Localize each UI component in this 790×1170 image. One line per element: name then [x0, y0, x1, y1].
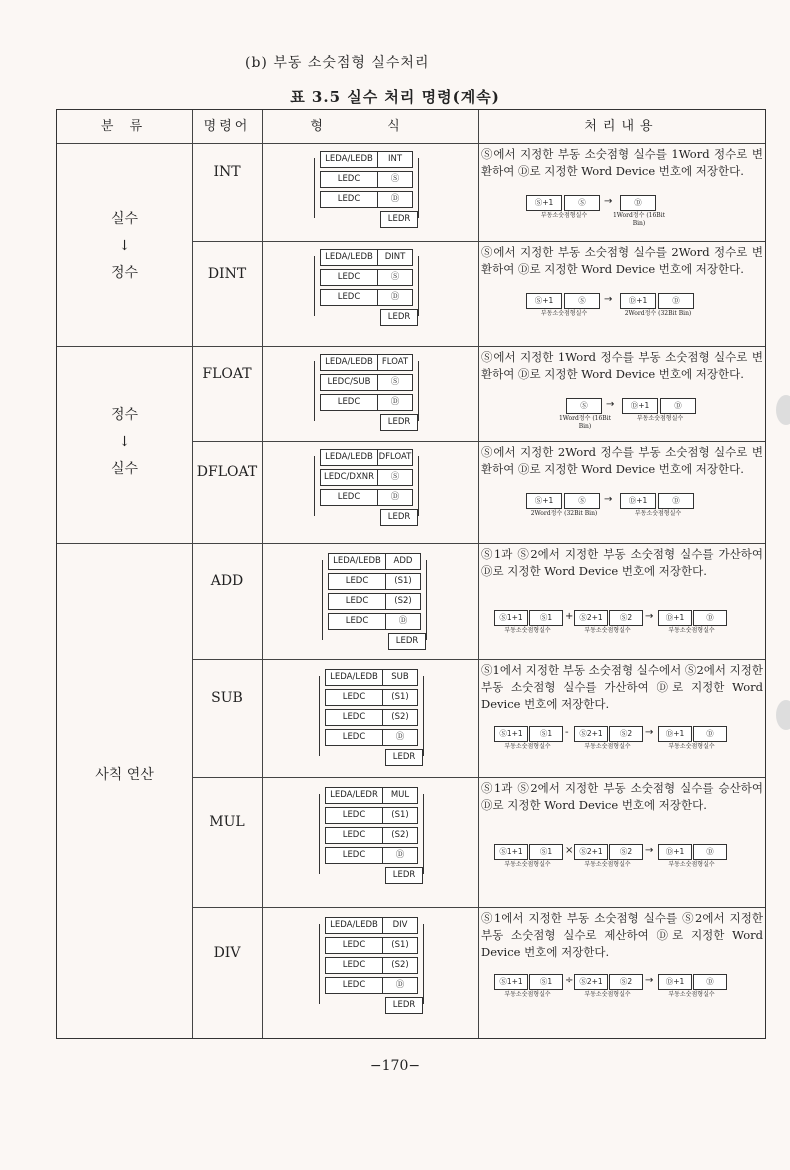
ladder-operand: (S2): [382, 958, 417, 973]
register-box: Ⓢ2: [609, 726, 643, 742]
register-box: Ⓢ+1: [526, 293, 562, 309]
ladder-operand: Ⓓ: [382, 730, 417, 745]
ladder-rail: [319, 794, 320, 874]
register-box: Ⓢ: [564, 195, 600, 211]
ladder-instruction: [328, 593, 421, 610]
data-flow-diagram: [481, 726, 763, 766]
ladder-operand: ADD: [385, 554, 420, 569]
register-box: Ⓓ: [693, 726, 727, 742]
diagram-caption: 부동소숫점형실수: [584, 743, 631, 750]
ladder-mnemonic: LEDC: [337, 492, 361, 502]
ladder-mnemonic: LEDC: [342, 692, 366, 702]
category-line: 정수: [110, 265, 139, 281]
register-box: Ⓢ1+1: [494, 844, 528, 860]
ladder-rail: [314, 361, 315, 421]
ladder-rail: [314, 158, 315, 218]
ladder-instruction: [325, 977, 418, 994]
arrow-icon: →: [604, 294, 613, 305]
ladder-diagram: [319, 787, 429, 887]
ladder-rail: [314, 256, 315, 316]
row-divider: [192, 441, 765, 442]
ladder-mnemonic: LEDC: [342, 960, 366, 970]
ladder-end-label: LEDR: [395, 636, 419, 646]
diagram-caption: 부동소숫점형실수: [668, 991, 715, 998]
data-flow-diagram: [481, 195, 763, 235]
ladder-end-label: LEDR: [392, 752, 416, 762]
ladder-mnemonic: LEDC: [342, 810, 366, 820]
ladder-mnemonic: LEDC: [337, 397, 361, 407]
ladder-operand: INT: [377, 152, 412, 167]
ladder-instruction: [380, 211, 418, 228]
page-number: −170−: [369, 1058, 421, 1074]
ladder-operand: Ⓓ: [377, 290, 412, 305]
ladder-mnemonic: LEDC/DXNR: [323, 472, 375, 482]
ladder-instruction: [320, 489, 413, 506]
row-divider: [192, 241, 765, 242]
ladder-instruction: [325, 787, 418, 804]
ladder-mnemonic: LEDC: [342, 712, 366, 722]
data-flow-diagram: [481, 974, 763, 1014]
ladder-operand: Ⓓ: [382, 848, 417, 863]
ladder-instruction: [328, 573, 421, 590]
ladder-mnemonic: LEDC: [342, 732, 366, 742]
instruction-description: Ⓢ1에서 지정한 부동 소숫점형 실수에서 Ⓢ2에서 지정한 부동 소숫점형 실수를 가산하여 Ⓓ로 지정한 Word Device 번호에 저장한다.: [481, 663, 763, 711]
ladder-instruction: [320, 449, 413, 466]
instruction-description: Ⓢ에서 지정한 2Word 정수를 부동 소숫점형 실수로 변환하여 Ⓓ로 지정한 Word Device 번호에 저장한다.: [481, 445, 763, 476]
ladder-diagram: [319, 669, 429, 769]
ladder-instruction: [320, 249, 413, 266]
instruction-description: Ⓢ1에서 지정한 부동 소숫점형 실수를 Ⓢ2에서 지정한 부동 소숫점형 실수로 제산하여 Ⓓ로 지정한 Word Device 번호에 저장한다.: [481, 911, 763, 959]
ladder-instruction: [320, 374, 413, 391]
ladder-instruction: [385, 749, 423, 766]
data-flow-diagram: [481, 398, 763, 438]
arrow-icon: →: [645, 975, 654, 986]
header-form: 형 식: [310, 119, 430, 134]
ladder-mnemonic: LEDC: [342, 850, 366, 860]
ladder-instruction: [325, 729, 418, 746]
ladder-diagram: [314, 249, 424, 329]
header-content: 처리내용: [584, 119, 659, 134]
register-box: Ⓢ1+1: [494, 974, 528, 990]
data-flow-diagram: [481, 610, 763, 650]
register-box: Ⓢ+1: [526, 493, 562, 509]
ladder-instruction: [328, 613, 421, 630]
ladder-instruction: [325, 847, 418, 864]
ladder-mnemonic: LEDA/LEDB: [325, 154, 373, 164]
ladder-instruction: [325, 827, 418, 844]
diagram-caption: 부동소숫점형실수: [504, 743, 551, 750]
ladder-rail: [418, 361, 419, 421]
command-name: DIV: [213, 944, 241, 961]
ladder-mnemonic: LEDC: [345, 596, 369, 606]
register-box: Ⓢ2: [609, 610, 643, 626]
down-arrow-icon: ↓: [118, 238, 131, 254]
col-divider: [262, 110, 263, 1038]
ladder-diagram: [314, 354, 424, 434]
ladder-instruction: [325, 957, 418, 974]
register-box: Ⓓ: [693, 844, 727, 860]
ladder-operand: Ⓓ: [377, 490, 412, 505]
ladder-operand: (S2): [382, 710, 417, 725]
ladder-instruction: [320, 354, 413, 371]
diagram-caption: 부동소숫점형실수: [540, 310, 588, 317]
register-box: Ⓓ+1: [620, 493, 656, 509]
ladder-instruction: [380, 509, 418, 526]
ladder-mnemonic: LEDC: [342, 940, 366, 950]
category-arithmetic: 사칙 연산: [95, 767, 154, 783]
register-box: Ⓓ+1: [658, 610, 692, 626]
table-title: 표 3.5 실수 처리 명령(계속): [290, 88, 500, 106]
punch-hole: [776, 395, 790, 425]
ladder-operand: Ⓢ: [377, 172, 412, 187]
command-name: MUL: [209, 814, 245, 830]
data-flow-diagram: [481, 844, 763, 884]
diagram-caption: 부동소숫점형실수: [668, 627, 715, 634]
ladder-end-label: LEDR: [392, 870, 416, 880]
ladder-operand: SUB: [382, 670, 417, 685]
diagram-caption: 1Word정수 (16Bit Bin): [558, 415, 612, 430]
ladder-operand: (S1): [382, 938, 417, 953]
diagram-caption: 부동소숫점형실수: [584, 991, 631, 998]
ladder-mnemonic: LEDC: [345, 576, 369, 586]
register-box: Ⓢ1: [529, 610, 563, 626]
punch-hole: [776, 700, 790, 730]
diagram-caption: 부동소숫점형실수: [668, 743, 715, 750]
diagram-caption: 부동소숫점형실수: [504, 627, 551, 634]
command-name: INT: [213, 164, 241, 180]
ladder-mnemonic: LEDA/LEDB: [325, 252, 373, 262]
ladder-rail: [418, 456, 419, 516]
instruction-table: [56, 109, 766, 1039]
arrow-icon: →: [645, 845, 654, 856]
category-line: 실수: [110, 461, 139, 477]
arrow-icon: →: [604, 494, 613, 505]
ladder-rail: [319, 924, 320, 1004]
ladder-rail: [319, 676, 320, 756]
ladder-instruction: [320, 394, 413, 411]
ladder-rail: [322, 560, 323, 640]
ladder-mnemonic: LEDA/LEDB: [330, 920, 378, 930]
row-divider: [192, 777, 765, 778]
register-box: Ⓓ: [620, 195, 656, 211]
ladder-operand: (S1): [382, 808, 417, 823]
ladder-instruction: [328, 553, 421, 570]
ladder-operand: Ⓓ: [385, 614, 420, 629]
register-box: Ⓢ1+1: [494, 726, 528, 742]
ladder-operand: (S2): [385, 594, 420, 609]
ladder-rail: [418, 158, 419, 218]
ladder-diagram: [314, 151, 424, 231]
register-box: Ⓢ2: [609, 974, 643, 990]
instruction-description: Ⓢ에서 지정한 부동 소숫점형 실수를 2Word 정수로 변환하여 Ⓓ로 지정한 Word Device 번호에 저장한다.: [481, 245, 763, 276]
register-box: Ⓓ+1: [622, 398, 658, 414]
ladder-mnemonic: LEDC: [337, 272, 361, 282]
register-box: Ⓓ: [660, 398, 696, 414]
category-real-to-int: [57, 206, 192, 287]
operator-icon: -: [565, 727, 569, 738]
row-divider: [57, 346, 765, 347]
row-divider: [192, 659, 765, 660]
register-box: Ⓢ: [566, 398, 602, 414]
register-box: Ⓢ1+1: [494, 610, 528, 626]
register-box: Ⓢ2+1: [574, 610, 608, 626]
diagram-caption: 부동소숫점형실수: [668, 861, 715, 868]
ladder-operand: (S2): [382, 828, 417, 843]
diagram-caption: 2Word정수 (32Bit Bin): [530, 510, 598, 517]
header-divider: [57, 143, 765, 144]
header-command: 명령어: [203, 119, 251, 134]
ladder-operand: DIV: [382, 918, 417, 933]
arrow-icon: →: [604, 196, 613, 207]
arrow-icon: →: [645, 611, 654, 622]
ladder-mnemonic: LEDA/LEDB: [330, 672, 378, 682]
data-flow-diagram: [481, 293, 763, 333]
ladder-operand: Ⓓ: [377, 192, 412, 207]
diagram-caption: 2Word정수 (32Bit Bin): [624, 310, 692, 317]
ladder-operand: Ⓢ: [377, 375, 412, 390]
data-flow-diagram: [481, 493, 763, 533]
register-box: Ⓢ: [564, 293, 600, 309]
ladder-operand: FLOAT: [377, 355, 412, 370]
ladder-rail: [423, 924, 424, 1004]
register-box: Ⓢ2+1: [574, 844, 608, 860]
ladder-instruction: [325, 709, 418, 726]
instruction-description: Ⓢ1과 Ⓢ2에서 지정한 부동 소숫점형 실수를 승산하여 Ⓓ로 지정한 Word Device 번호에 저장한다.: [481, 781, 763, 812]
ladder-instruction: [325, 937, 418, 954]
ladder-instruction: [320, 171, 413, 188]
register-box: Ⓓ+1: [620, 293, 656, 309]
ladder-instruction: [385, 867, 423, 884]
ladder-instruction: [320, 191, 413, 208]
col-divider: [478, 110, 479, 1038]
diagram-caption: 부동소숫점형실수: [504, 861, 551, 868]
ladder-rail: [314, 456, 315, 516]
register-box: Ⓓ: [658, 293, 694, 309]
ladder-mnemonic: LEDC: [345, 616, 369, 626]
command-name: SUB: [211, 690, 243, 706]
diagram-caption: 부동소숫점형실수: [636, 415, 684, 422]
category-line: 실수: [110, 211, 139, 227]
ladder-rail: [418, 256, 419, 316]
ladder-instruction: [380, 414, 418, 431]
ladder-mnemonic: LEDC: [337, 174, 361, 184]
diagram-caption: 부동소숫점형실수: [540, 212, 588, 219]
ladder-rail: [426, 560, 427, 640]
register-box: Ⓓ: [658, 493, 694, 509]
row-divider: [192, 907, 765, 908]
ladder-operand: (S1): [382, 690, 417, 705]
row-divider: [57, 543, 765, 544]
register-box: Ⓓ+1: [658, 726, 692, 742]
ladder-mnemonic: LEDC: [342, 830, 366, 840]
diagram-caption: 1Word정수 (16Bit Bin): [612, 212, 666, 227]
category-int-to-real: [57, 402, 192, 483]
header-category: 분 류: [100, 119, 149, 134]
ladder-instruction: [325, 917, 418, 934]
ladder-mnemonic: LEDC/SUB: [327, 377, 371, 387]
diagram-caption: 부동소숫점형실수: [584, 627, 631, 634]
register-box: Ⓢ2: [609, 844, 643, 860]
arrow-icon: →: [606, 399, 615, 410]
ladder-diagram: [322, 553, 432, 653]
diagram-caption: 부동소숫점형실수: [504, 991, 551, 998]
ladder-operand: DINT: [377, 250, 412, 265]
command-name: DFLOAT: [196, 464, 258, 480]
register-box: Ⓓ+1: [658, 844, 692, 860]
ladder-instruction: [325, 669, 418, 686]
register-box: Ⓢ2+1: [574, 726, 608, 742]
ladder-operand: DFLOAT: [377, 450, 412, 465]
ladder-instruction: [325, 689, 418, 706]
command-name: FLOAT: [202, 365, 252, 382]
subsection-heading: (b) 부동 소숫점형 실수처리: [245, 55, 430, 71]
operator-icon: ×: [565, 845, 574, 856]
ladder-instruction: [320, 269, 413, 286]
ladder-operand: Ⓓ: [382, 978, 417, 993]
register-box: Ⓢ: [564, 493, 600, 509]
ladder-mnemonic: LEDC: [337, 194, 361, 204]
ladder-instruction: [320, 289, 413, 306]
ladder-mnemonic: LEDC: [337, 292, 361, 302]
ladder-end-label: LEDR: [392, 1000, 416, 1010]
ladder-mnemonic: LEDA/LEDR: [330, 790, 378, 800]
ladder-end-label: LEDR: [387, 214, 411, 224]
register-box: Ⓓ+1: [658, 974, 692, 990]
ladder-operand: (S1): [385, 574, 420, 589]
ladder-mnemonic: LEDC: [342, 980, 366, 990]
ladder-instruction: [388, 633, 426, 650]
ladder-instruction: [325, 807, 418, 824]
register-box: Ⓢ+1: [526, 195, 562, 211]
operator-icon: ÷: [565, 975, 574, 986]
ladder-operand: Ⓓ: [377, 395, 412, 410]
instruction-description: Ⓢ1과 Ⓢ2에서 지정한 부동 소숫점형 실수를 가산하여 Ⓓ로 지정한 Word Device 번호에 저장한다.: [481, 547, 763, 578]
ladder-operand: Ⓢ: [377, 470, 412, 485]
ladder-diagram: [319, 917, 429, 1017]
ladder-end-label: LEDR: [387, 417, 411, 427]
ladder-end-label: LEDR: [387, 312, 411, 322]
operator-icon: +: [565, 611, 574, 622]
command-name: ADD: [210, 573, 244, 589]
ladder-mnemonic: LEDA/LEDB: [325, 452, 373, 462]
register-box: Ⓓ: [693, 610, 727, 626]
ladder-rail: [423, 794, 424, 874]
category-line: 정수: [110, 407, 139, 423]
register-box: Ⓢ1: [529, 974, 563, 990]
register-box: Ⓢ2+1: [574, 974, 608, 990]
diagram-caption: 부동소숫점형실수: [584, 861, 631, 868]
ladder-rail: [423, 676, 424, 756]
ladder-operand: MUL: [382, 788, 417, 803]
diagram-caption: 부동소숫점형실수: [634, 510, 682, 517]
ladder-end-label: LEDR: [387, 512, 411, 522]
ladder-diagram: [314, 449, 424, 529]
instruction-description: Ⓢ에서 지정한 부동 소숫점형 실수를 1Word 정수로 변환하여 Ⓓ로 지정한 Word Device 번호에 저장한다.: [481, 147, 763, 178]
ladder-instruction: [320, 151, 413, 168]
arrow-icon: →: [645, 727, 654, 738]
down-arrow-icon: ↓: [118, 434, 131, 450]
ladder-operand: Ⓢ: [377, 270, 412, 285]
ladder-instruction: [380, 309, 418, 326]
register-box: Ⓓ: [693, 974, 727, 990]
ladder-mnemonic: LEDA/LEDB: [333, 556, 381, 566]
register-box: Ⓢ1: [529, 844, 563, 860]
ladder-mnemonic: LEDA/LEDB: [325, 357, 373, 367]
command-name: DINT: [207, 265, 247, 282]
instruction-description: Ⓢ에서 지정한 1Word 정수를 부동 소숫점형 실수로 변환하여 Ⓓ로 지정한 Word Device 번호에 저장한다.: [481, 350, 763, 381]
ladder-instruction: [320, 469, 413, 486]
ladder-instruction: [385, 997, 423, 1014]
register-box: Ⓢ1: [529, 726, 563, 742]
